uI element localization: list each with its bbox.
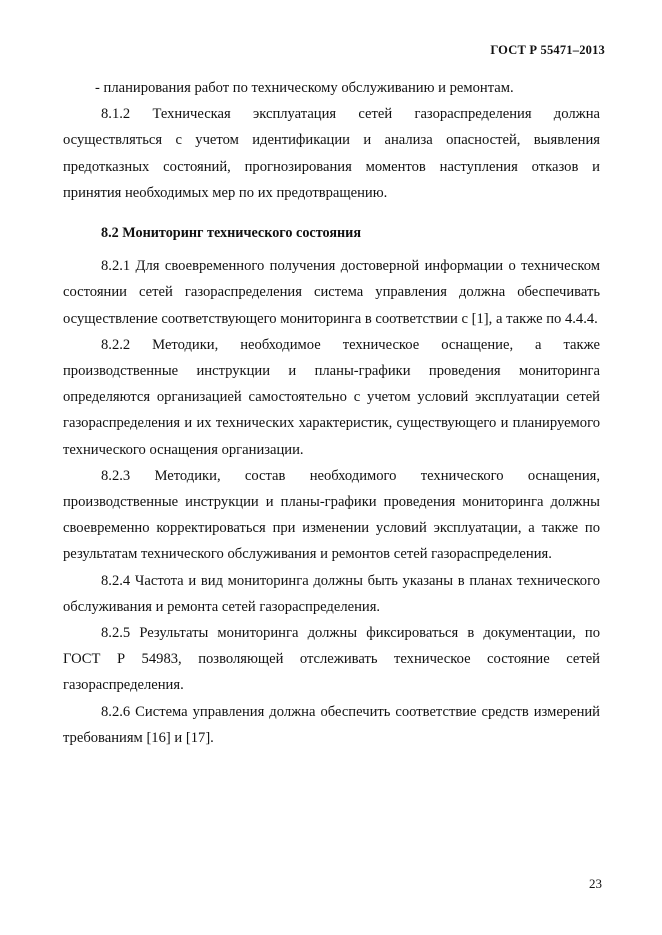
paragraph-8-2-3: 8.2.3 Методики, состав необходимого технического оснащения, производственные инструкции и планы-графики проведения мониторинга должны своевременно корректироваться при изменении условий эксплуатации, а также по результатам технического обслуживания и ремонтов сетей газораспределения. xyxy=(63,467,600,563)
dash-list-item: - планирования работ по техническому обслуживанию и ремонтам. xyxy=(95,80,514,96)
section-heading-8-2: 8.2 Мониторинг технического состояния xyxy=(101,225,362,242)
paragraph-8-2-6: 8.2.6 Система управления должна обеспечить соответствие средств измерений требованиям [16] и [17]. xyxy=(63,703,600,746)
paragraph-8-2-4: 8.2.4 Частота и вид мониторинга должны быть указаны в планах технического обслуживания и ремонта сетей газораспределения. xyxy=(63,572,600,615)
paragraph-8-2-1: 8.2.1 Для своевременного получения достоверной информации о техническом состоянии сетей газораспределения система управления должна обеспечивать осуществление соответствующего мониторинга в соответствии с [1], а также по 4.4.4. xyxy=(63,258,600,327)
page-number: 23 xyxy=(589,876,602,891)
document-code-header: ГОСТ Р 55471–2013 xyxy=(490,43,605,57)
document-body xyxy=(63,75,600,751)
paragraph-8-2-2: 8.2.2 Методики, необходимое техническое оснащение, а также производственные инструкции и планы-графики проведения мониторинга определяются организацией самостоятельно с учетом условий эксплуатации сетей газораспределения и их технических характеристик, существующего и планируемого технического оснащения организации. xyxy=(63,336,600,458)
paragraph-8-1-2: 8.1.2 Техническая эксплуатация сетей газораспределения должна осуществляться с учетом идентификации и анализа опасностей, выявления предотказных состояний, прогнозирования моментов наступления отказов и принятия необходимых мер по их предотвращению. xyxy=(63,106,600,201)
paragraph-8-2-5: 8.2.5 Результаты мониторинга должны фиксироваться в документации, по ГОСТ Р 54983, позволяющей отслеживать техническое состояние сетей газораспределения. xyxy=(63,625,600,694)
